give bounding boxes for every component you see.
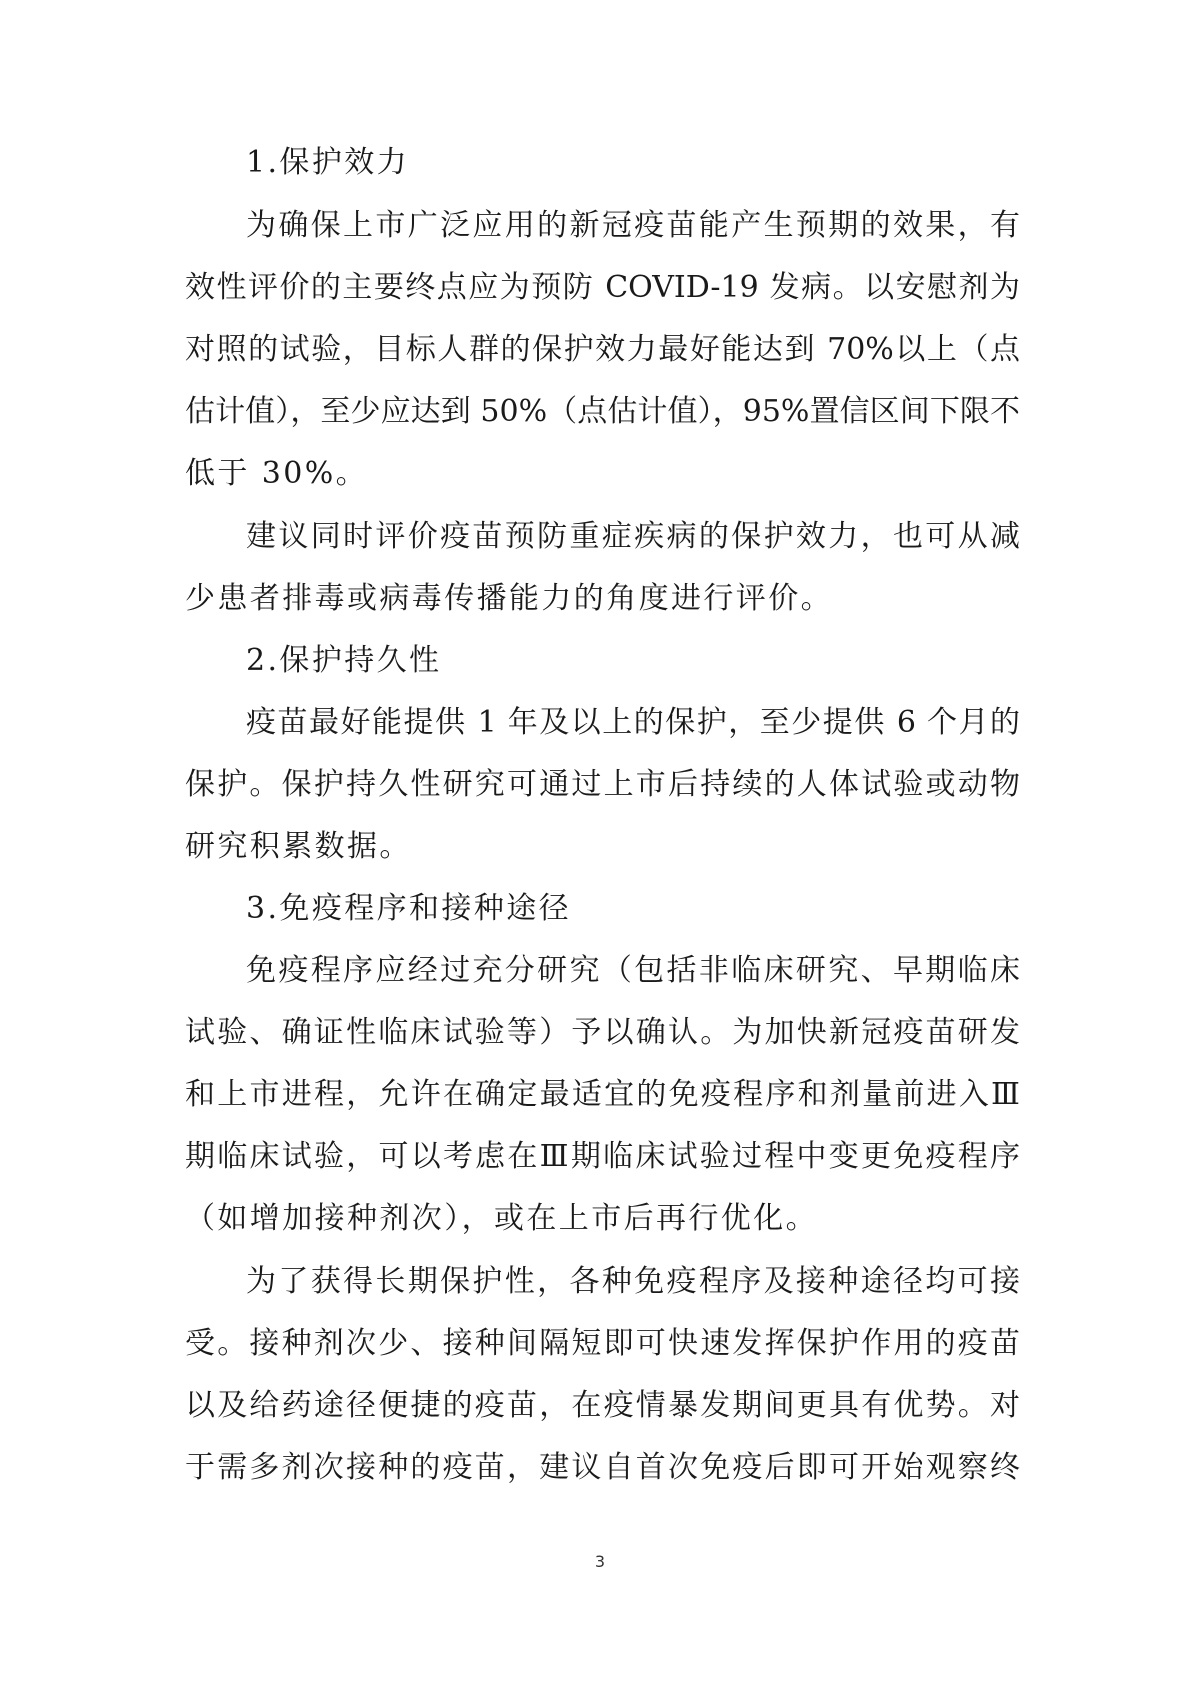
paragraph-line: 建议同时评价疫苗预防重症疾病的保护效力，也可从减 bbox=[246, 519, 1020, 554]
heading-protection-efficacy: 1.保护效力 bbox=[246, 145, 410, 180]
heading-immunization-schedule: 3.免疫程序和接种途径 bbox=[246, 891, 572, 926]
paragraph-line: 研究积累数据。 bbox=[185, 829, 412, 864]
paragraph-line: 为确保上市广泛应用的新冠疫苗能产生预期的效果，有 bbox=[246, 208, 1020, 243]
heading-protection-duration: 2.保护持久性 bbox=[246, 643, 442, 678]
paragraph-line: 估计值），至少应达到 50%（点估计值），95%置信区间下限不 bbox=[185, 394, 1020, 429]
paragraph-line: 和上市进程，允许在确定最适宜的免疫程序和剂量前进入Ⅲ bbox=[185, 1077, 1020, 1112]
paragraph-line: 以及给药途径便捷的疫苗，在疫情暴发期间更具有优势。对 bbox=[185, 1388, 1020, 1423]
paragraph-line: 受。接种剂次少、接种间隔短即可快速发挥保护作用的疫苗 bbox=[185, 1326, 1020, 1361]
paragraph-line: 免疫程序应经过充分研究（包括非临床研究、早期临床 bbox=[246, 953, 1020, 988]
paragraph-line: （如增加接种剂次），或在上市后再行优化。 bbox=[185, 1201, 818, 1236]
paragraph-line: 对照的试验，目标人群的保护效力最好能达到 70%以上（点 bbox=[185, 332, 1020, 367]
paragraph-line: 低于 30%。 bbox=[185, 456, 369, 491]
paragraph-line: 保护。保护持久性研究可通过上市后持续的人体试验或动物 bbox=[185, 767, 1020, 802]
paragraph-line: 效性评价的主要终点应为预防 COVID-19 发病。以安慰剂为 bbox=[185, 270, 1020, 305]
paragraph-line: 少患者排毒或病毒传播能力的角度进行评价。 bbox=[185, 581, 833, 616]
page-number: 3 bbox=[594, 1552, 606, 1571]
paragraph-line: 于需多剂次接种的疫苗，建议自首次免疫后即可开始观察终 bbox=[185, 1450, 1020, 1485]
paragraph-line: 疫苗最好能提供 1 年及以上的保护，至少提供 6 个月的 bbox=[246, 705, 1020, 740]
paragraph-line: 为了获得长期保护性，各种免疫程序及接种途径均可接 bbox=[246, 1264, 1020, 1299]
paragraph-line: 期临床试验，可以考虑在Ⅲ期临床试验过程中变更免疫程序 bbox=[185, 1139, 1020, 1174]
paragraph-line: 试验、确证性临床试验等）予以确认。为加快新冠疫苗研发 bbox=[185, 1015, 1020, 1050]
